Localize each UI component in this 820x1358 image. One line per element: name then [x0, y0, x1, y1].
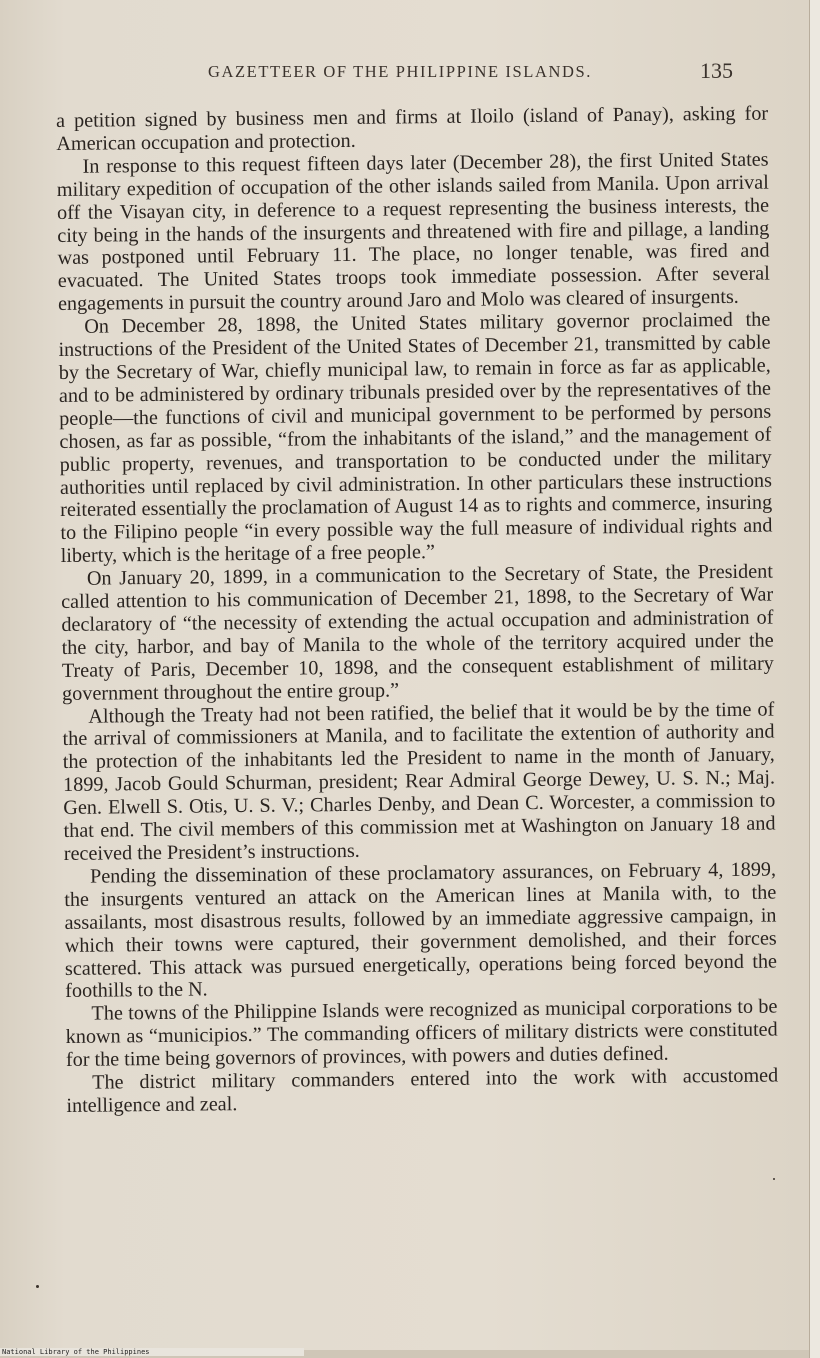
paragraph-continued: a petition signed by business men and firms at Iloilo (island of Panay), asking for American occupation and protection.: [56, 102, 769, 155]
ink-speck: [773, 1178, 775, 1180]
paragraph-municipios: The towns of the Philippine Islands were recognized as municipal corporations to be known as “municipios.” The commanding officers of military districts were constituted for the time being governors of provinces, with powers and duties defined.: [65, 995, 778, 1072]
page-edge: [809, 0, 820, 1358]
paragraph-communication: On January 20, 1899, in a communication to the Secretary of State, the President called attention to his communication of December 21, 1898, to the Secretary of War declaratory of “the necessity of extending the actual occupation and administration of the city, harbor, and bay of Manila to the whole of the territory acquired under the Treaty of Paris, December 10, 1898, and the consequent establishment of military government throughout the entire group.”: [61, 560, 774, 705]
paragraph-attack: Pending the dissemination of these proclamatory assurances, on February 4, 1899, the insurgents ventured an attack on the American lines at Manila with, to the assailants, most disastrous results, followed by an immediate aggressive campaign, in which their towns were captured, their government demolished, and their forces scattered. This attack was pursued energetically, operations being forced beyond the foothills to the N.: [64, 858, 778, 1003]
paragraph-proclamation: On December 28, 1898, the United States military governor proclaimed the instructions of the President of the United States of December 21, transmitted by cable by the Secretary of War, chiefly municipal law, to remain in force as far as applicable, and to be administered by ordinary tribunals presided over by the representatives of the people—the functions of civil and municipal government to be performed by persons chosen, as far as possible, “from the inhabitants of the island,” and the management of public property, revenues, and transportation to be conducted under the military authorities until replaced by civil administration. In other particulars these instructions reiterated essentially the proclamation of August 14 as to rights and commerce, insuring to the Filipino people “in every possible way the full measure of individual rights and liberty, which is the heritage of a free people.”: [58, 308, 773, 568]
library-credit: National Library of the Philippines: [0, 1348, 304, 1356]
paragraph-commanders: The district military commanders entered into the work with accustomed intelligence and zeal.: [66, 1064, 779, 1117]
running-title: GAZETTEER OF THE PHILIPPINE ISLANDS.: [207, 62, 593, 81]
body-text: [56, 103, 779, 1118]
ink-speck: [36, 1285, 39, 1288]
paragraph-expedition: In response to this request fifteen days later (December 28), the first United States military expedition of occupation of the other islands sailed from Manila. Upon arrival off the Visayan city, in deference to a request representing the business interests, the city being in the hands of the insurgents and threatened with fire and pillage, a landing was postponed until February 11. The place, no longer tenable, was fired and evacuated. The United States troops took immediate possession. After several engagements in pursuit the country around Jaro and Molo was cleared of insurgents.: [56, 148, 770, 316]
paragraph-commission: Although the Treaty had not been ratified, the belief that it would be by the time of the arrival of commissioners at Manila, and to facilitate the extention of authority and the protection of the inhabitants led the President to name in the month of January, 1899, Jacob Gould Schurman, president; Rear Admiral George Dewey, U. S. N.; Maj. Gen. Elwell S. Otis, U. S. V.; Charles Denby, and Dean C. Worcester, a commission to that end. The civil members of this commission met at Washington on January 18 and received the President’s instructions.: [62, 698, 776, 865]
page-number: 135: [700, 58, 733, 83]
